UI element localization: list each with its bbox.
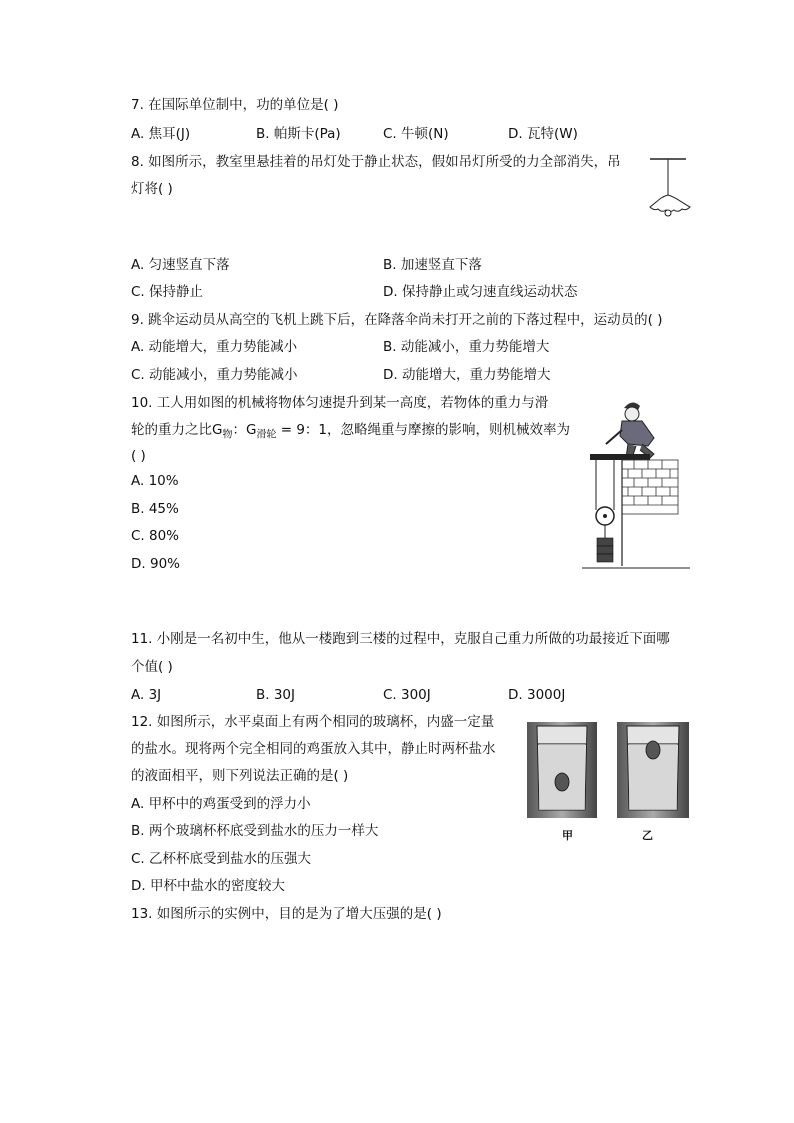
q8-option-c: C. 保持静止 xyxy=(131,284,204,300)
q8-option-a: A. 匀速竖直下落 xyxy=(131,257,230,273)
q7-option-b: B. 帕斯卡(Pa) xyxy=(256,126,341,142)
q7-option-a: A. 焦耳(J) xyxy=(131,126,191,142)
q10-option-a: A. 10% xyxy=(131,473,179,489)
q12-stem-line1: 12. 如图所示，水平桌面上有两个相同的玻璃杯，内盛一定量 xyxy=(131,714,495,730)
q9-option-a: A. 动能增大，重力势能减小 xyxy=(131,339,298,355)
q9-option-b: B. 动能减小，重力势能增大 xyxy=(383,339,550,355)
q8-stem-line1: 8. 如图所示，教室里悬挂着的吊灯处于静止状态，假如吊灯所受的力全部消失，吊 xyxy=(131,154,621,170)
q10-option-b: B. 45% xyxy=(131,501,179,517)
q12-option-a: A. 甲杯中的鸡蛋受到的浮力小 xyxy=(131,796,311,812)
q13-stem: 13. 如图所示的实例中，目的是为了增大压强的是( ) xyxy=(131,906,442,922)
q8-stem-line2: 灯将( ) xyxy=(131,181,173,197)
q11-option-d: D. 3000J xyxy=(508,687,566,703)
q11-option-c: C. 300J xyxy=(383,687,431,703)
q10-text-b: ：G xyxy=(232,422,257,438)
q10-stem-line1: 10. 工人用如图的机械将物体匀速提升到某一高度，若物体的重力与滑 xyxy=(131,395,549,411)
q8-option-d: D. 保持静止或匀速直线运动状态 xyxy=(383,284,578,300)
q10-option-d: D. 90% xyxy=(131,556,180,572)
worker-pulley-icon xyxy=(582,396,692,574)
q8-option-b: B. 加速竖直下落 xyxy=(383,257,482,273)
q12-option-b: B. 两个玻璃杯杯底受到盐水的压力一样大 xyxy=(131,823,379,839)
q11-stem-line1: 11. 小刚是一名初中生，他从一楼跑到三楼的过程中，克服自己重力所做的功最接近下面哪 xyxy=(131,631,670,647)
q10-text-c: = 9：1，忽略绳重与摩擦的影响，则机械效率为 xyxy=(276,422,571,438)
cup-label-yi: 乙 xyxy=(642,829,653,842)
q12-option-d: D. 甲杯中盐水的密度较大 xyxy=(131,878,285,894)
q9-stem: 9. 跳伞运动员从高空的飞机上跳下后，在降落伞尚未打开之前的下落过程中，运动员的( ) xyxy=(131,312,663,328)
q12-stem-line3: 的液面相平，则下列说法正确的是( ) xyxy=(131,768,349,784)
q10-sub-hualun: 滑轮 xyxy=(256,429,277,441)
cup-label-jia: 甲 xyxy=(562,829,573,842)
q10-stem-line2 xyxy=(131,421,570,445)
q7-option-c: C. 牛顿(N) xyxy=(383,126,449,142)
hanging-lamp-icon xyxy=(644,155,694,219)
q12-stem-line2: 的盐水。现将两个完全相同的鸡蛋放入其中，静止时两杯盐水 xyxy=(131,741,496,757)
q11-stem-line2: 个值( ) xyxy=(131,659,173,675)
q12-option-c: C. 乙杯杯底受到盐水的压强大 xyxy=(131,851,312,867)
q10-sub-wu: 物 xyxy=(222,429,233,441)
q9-option-d: D. 动能增大，重力势能增大 xyxy=(383,367,551,383)
glass-cups-eggs-icon xyxy=(525,720,691,820)
q11-option-a: A. 3J xyxy=(131,687,162,703)
q10-option-c: C. 80% xyxy=(131,528,180,544)
q7-stem: 7. 在国际单位制中，功的单位是( ) xyxy=(131,97,339,113)
q10-stem-line3: ( ) xyxy=(131,448,146,464)
q9-option-c: C. 动能减小，重力势能减小 xyxy=(131,367,298,383)
q11-option-b: B. 30J xyxy=(256,687,296,703)
q7-option-d: D. 瓦特(W) xyxy=(508,126,578,142)
q10-text-a: 轮的重力之比G xyxy=(131,422,223,438)
